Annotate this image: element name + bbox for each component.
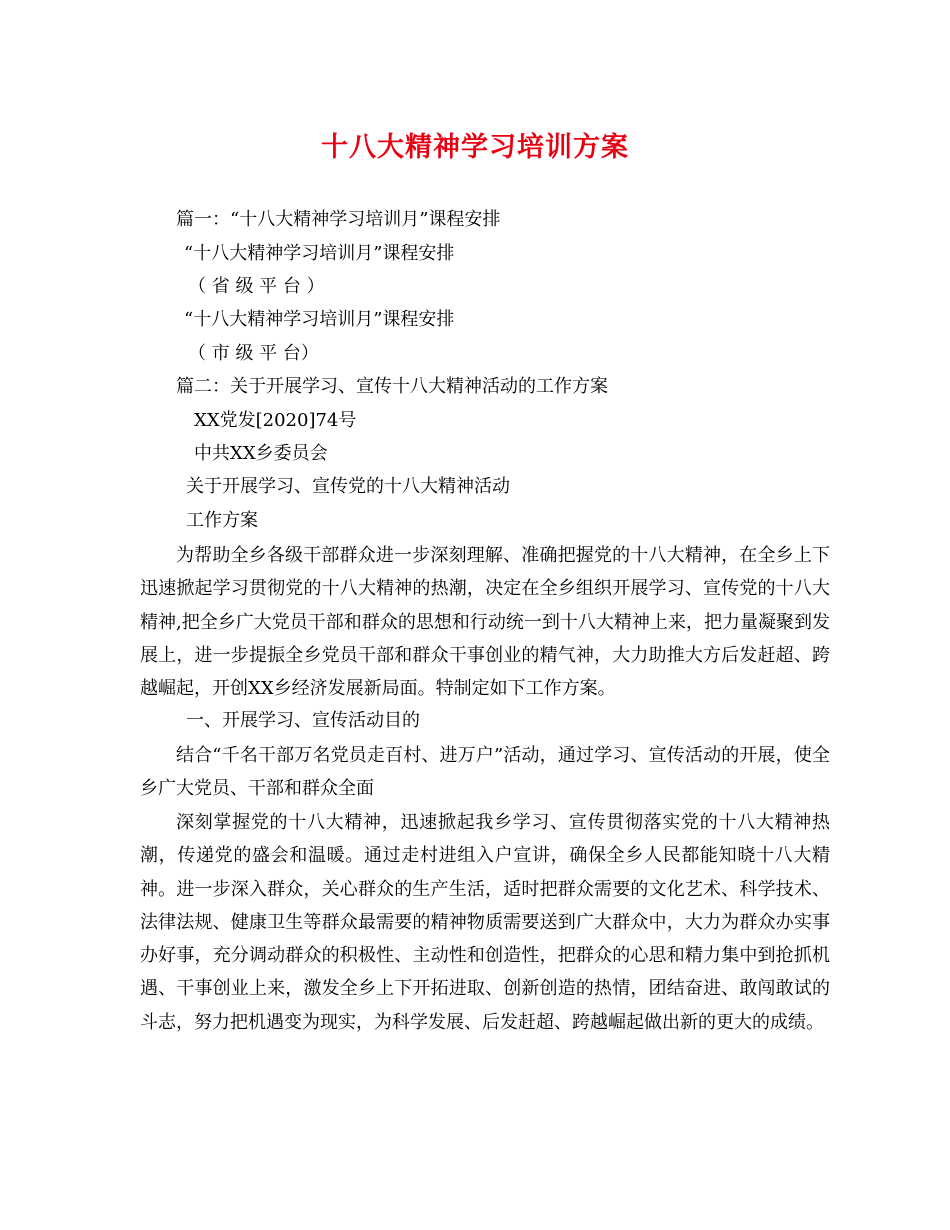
course-schedule-title: “十八大精神学习培训月”课程安排 [184, 309, 455, 330]
subject-line: 关于开展学习、宣传党的十八大精神活动 [186, 476, 510, 497]
detail-paragraph: 深刻掌握党的十八大精神，迅速掀起我乡学习、宣传贯彻落实党的十八大精神热潮，传递党的盛会和温暖。通过走村进组入户宣讲，确保全乡人民都能知晓十八大精神。进一步深入群众，关心群众的生产生活，适时把群众需要的文化艺术、科学技术、法律法规、健康卫生等群众最需要的精神物质需要送到广大群众中，大力为群众办实事办好事，充分调动群众的积极性、主动性和创造性，把群众的心思和精力集中到抢抓机遇、干事创业上来，激发全乡上下开拓进取、创新创造的热情，团结奋进、敢闯敢试的斗志，努力把机遇变为现实，为科学发展、后发赶超、跨越崛起做出新的更大的成绩。 [140, 812, 830, 1033]
platform-label-city: （ 市 级 平 台） [188, 343, 319, 364]
course-schedule-title: “十八大精神学习培训月”课程安排 [184, 243, 455, 264]
intro-paragraph: 为帮助全乡各级干部群众进一步深刻理解、准确把握党的十八大精神，在全乡上下迅速掀起学习贯彻党的十八大精神的热潮，决定在全乡组织开展学习、宣传党的十八大精神,把全乡广大党员干部和群众的思想和行动统一到十八大精神上来，把力量凝聚到发展上，进一步提振全乡党员干部和群众干事创业的精气神，大力助推大方后发赶超、跨越崛起，开创XX乡经济发展新局面。特制定如下工作方案。 [140, 545, 830, 700]
issuing-organization: 中共XX乡委员会 [194, 443, 328, 464]
document-title: 十八大精神学习培训方案 [321, 132, 629, 163]
subject-line-continued: 工作方案 [186, 510, 258, 531]
platform-label-province: （ 省 级 平 台 ） [188, 276, 325, 297]
section-one-heading: 一、开展学习、宣传活动目的 [186, 710, 420, 731]
purpose-paragraph: 结合“千名干部万名党员走百村、进万户”活动，通过学习、宣传活动的开展，使全乡广大党员、干部和群众全面 [140, 745, 830, 800]
part-one-heading: 篇一：“十八大精神学习培训月”课程安排 [176, 209, 501, 230]
part-two-heading: 篇二：关于开展学习、宣传十八大精神活动的工作方案 [176, 376, 608, 397]
document-number: XX党发[2020]74号 [194, 410, 357, 431]
